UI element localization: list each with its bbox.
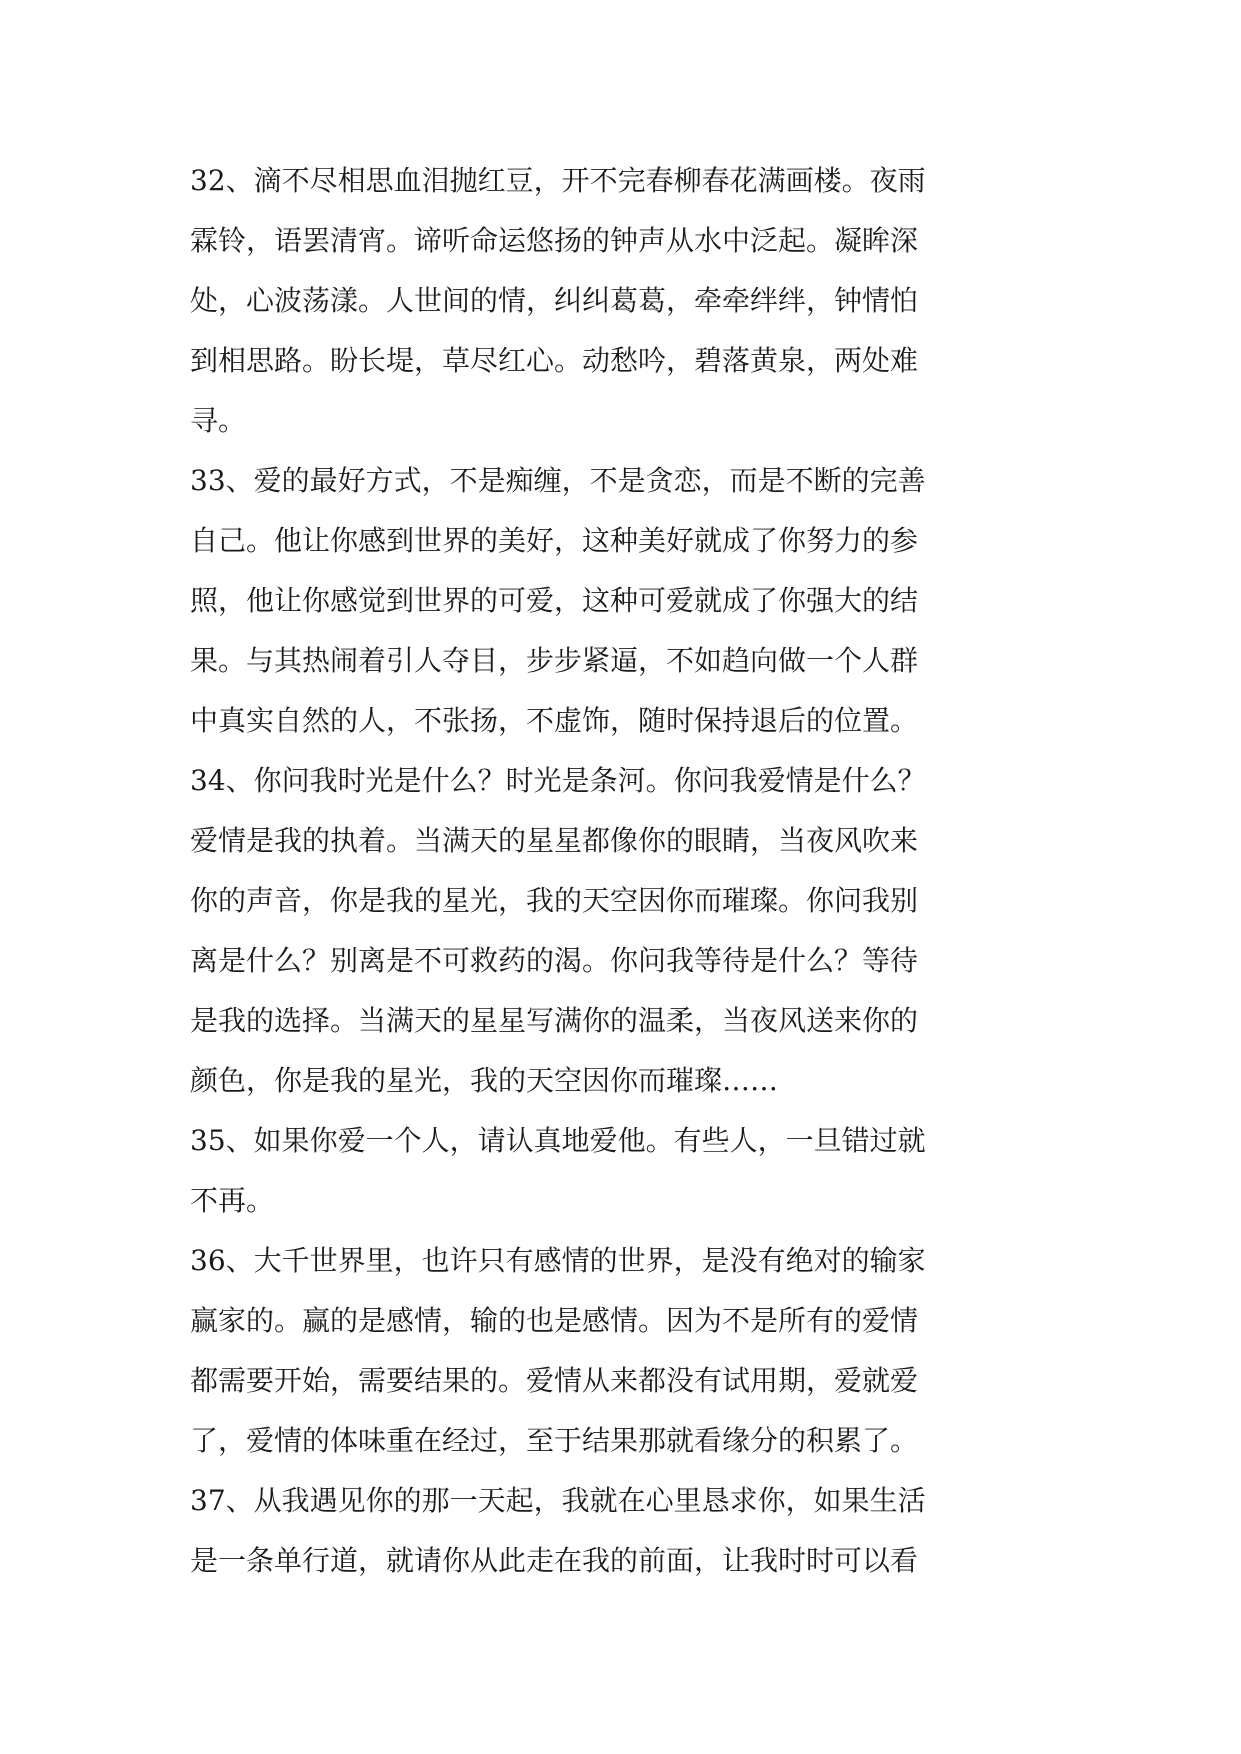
text-line: 不再。 bbox=[190, 1184, 275, 1217]
text-line: 你的声音，你是我的星光，我的天空因你而璀璨。你问我别 bbox=[190, 884, 919, 917]
text-line: 霖铃，语罢清宵。谛听命运悠扬的钟声从水中泛起。凝眸深 bbox=[190, 224, 919, 257]
text-line: 是一条单行道，就请你从此走在我的前面，让我时时可以看 bbox=[190, 1544, 919, 1577]
text-line: 照，他让你感觉到世界的可爱，这种可爱就成了你强大的结 bbox=[190, 584, 919, 617]
text-line: 34、你问我时光是什么？时光是条河。你问我爱情是什么？ bbox=[190, 764, 926, 797]
text-line: 爱情是我的执着。当满天的星星都像你的眼睛，当夜风吹来 bbox=[190, 824, 919, 857]
text-line: 到相思路。盼长堤，草尽红心。动愁吟，碧落黄泉，两处难 bbox=[190, 344, 919, 377]
text-line: 是我的选择。当满天的星星写满你的温柔，当夜风送来你的 bbox=[190, 1004, 919, 1037]
text-line: 颜色，你是我的星光，我的天空因你而璀璨…… bbox=[190, 1064, 779, 1097]
text-line: 37、从我遇见你的那一天起，我就在心里恳求你，如果生活 bbox=[190, 1484, 926, 1517]
text-line: 都需要开始，需要结果的。爱情从来都没有试用期，爱就爱 bbox=[190, 1364, 919, 1397]
text-line: 寻。 bbox=[190, 404, 247, 437]
text-line: 35、如果你爱一个人，请认真地爱他。有些人，一旦错过就 bbox=[190, 1124, 926, 1157]
text-line: 离是什么？别离是不可救药的渴。你问我等待是什么？等待 bbox=[190, 944, 919, 977]
text-line: 32、滴不尽相思血泪抛红豆，开不完春柳春花满画楼。夜雨 bbox=[190, 164, 926, 197]
text-line: 果。与其热闹着引人夺目，步步紧逼，不如趋向做一个人群 bbox=[190, 644, 919, 677]
text-line: 处，心波荡漾。人世间的情，纠纠葛葛，牵牵绊绊，钟情怕 bbox=[190, 284, 919, 317]
text-line: 自己。他让你感到世界的美好，这种美好就成了你努力的参 bbox=[190, 524, 919, 557]
text-line: 33、爱的最好方式，不是痴缠，不是贪恋，而是不断的完善 bbox=[190, 464, 926, 497]
text-line: 了，爱情的体味重在经过，至于结果那就看缘分的积累了。 bbox=[190, 1424, 919, 1457]
text-line: 36、大千世界里，也许只有感情的世界，是没有绝对的输家 bbox=[190, 1244, 926, 1277]
text-line: 赢家的。赢的是感情，输的也是感情。因为不是所有的爱情 bbox=[190, 1304, 919, 1337]
text-line: 中真实自然的人，不张扬，不虚饰，随时保持退后的位置。 bbox=[190, 704, 919, 737]
document-body bbox=[190, 151, 1070, 1591]
